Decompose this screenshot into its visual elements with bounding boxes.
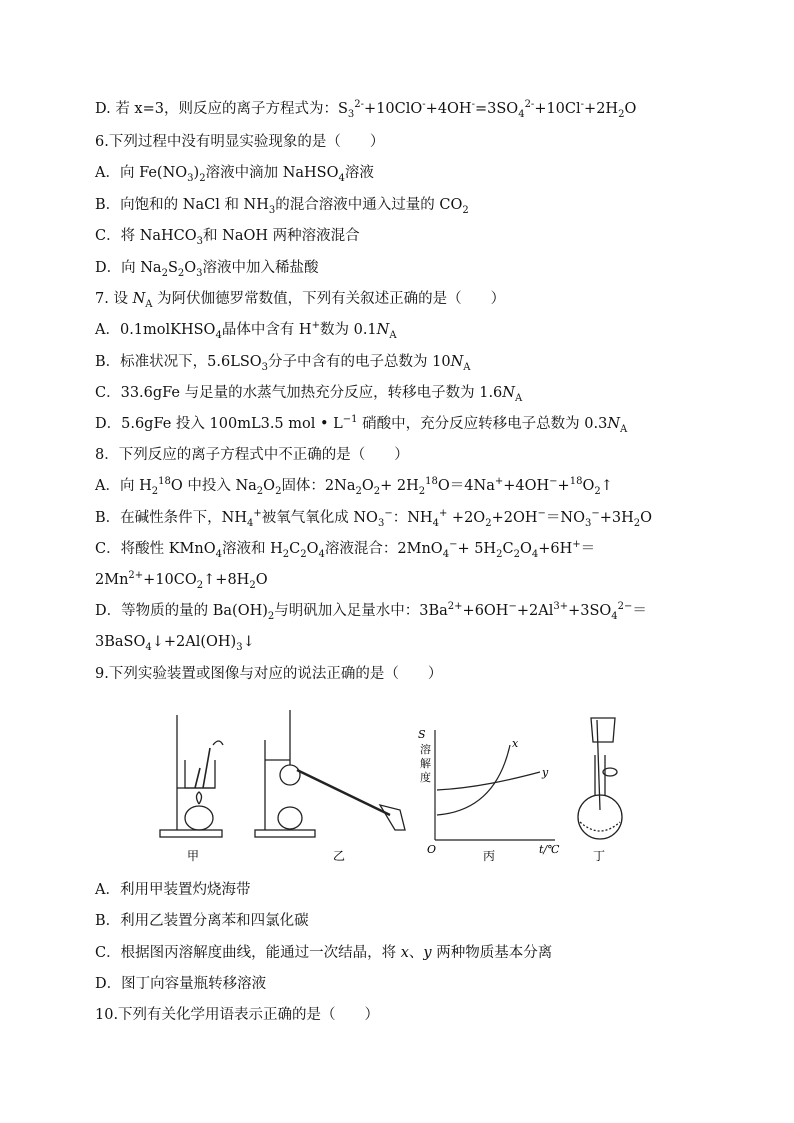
q7-option-a: A．0.1molKHSO$_4$晶体中含有 H+数为 $0.1N_A$: [95, 320, 397, 341]
jia-stand-base: [160, 830, 222, 837]
q8-option-c-line1: C．将酸性 KMnO$_4$溶液和 $H_2C_2O_4$溶液混合：$2MnO_4^-+ 5H_2C_2O_4+6H^+=$: [95, 539, 596, 560]
curve-y: [437, 772, 540, 790]
q8-option-d-line2: $3BaSO_4↓+2Al(OH)_3↓$: [95, 634, 255, 653]
q6-option-a: A．向 $Fe(NO_3)_2$溶液中滴加 NaHSO$_4$溶液: [95, 165, 374, 184]
ding-solution: [580, 822, 620, 831]
q5-option-d-text: D. 若 x=3，则反应的离子方程式为：$S_3^{2-}+10ClO^-+4OH^-=3SO_4^{2-}+10Cl^-+2H_2O$: [95, 99, 637, 120]
q9-apparatus-svg: [155, 700, 635, 870]
graph-xlabel: t/℃: [539, 843, 560, 856]
q8-option-a: A．向 $H_2^{18}O$ 中投入 $Na_2O_2$固体：$2Na_2O_2+$ $2H_2^{18}O=4Na^++4OH^-+^{18}O_2↑$: [95, 476, 613, 497]
q8-option-d-line1: D．等物质的量的 $Ba(OH)_2$与明矾加入足量水中：$3Ba^{2+}+6OH^-+2Al^{3+}+3SO_4^{2-}=$: [95, 601, 647, 622]
yi-stand-base: [255, 830, 315, 837]
q7-stem: 7. 设 $N_A$ 为阿伏伽德罗常数值，下列有关叙述正确的是（ ）: [95, 291, 506, 310]
q9-stem: 9.下列实验装置或图像与对应的说法正确的是（ ）: [95, 666, 443, 682]
graph-ylabel-3: 度: [420, 771, 431, 784]
q9-option-a: A．利用甲装置灼烧海带: [95, 882, 251, 898]
apparatus-ding: [578, 718, 622, 839]
q9-option-d: D．图丁向容量瓶转移溶液: [95, 976, 267, 992]
q9-figure: [155, 700, 635, 870]
jia-rod: [195, 748, 210, 788]
graph-ylabel-s: S: [418, 728, 426, 741]
q8-option-b: B．在碱性条件下，$NH_4^+$被氧气氧化成 $NO_3^-$：$NH_4^+ +2O_2+2OH^-=NO_3^-+3H_2O$: [95, 508, 653, 529]
yi-condenser: [297, 770, 390, 815]
jia-arrow: [213, 741, 223, 745]
q9-option-c: C．根据图丙溶解度曲线，能通过一次结晶，将 x、y 两种物质基本分离: [95, 945, 553, 961]
graph-bing: [435, 730, 555, 840]
figure-label-bing: 丙: [483, 849, 496, 863]
figure-label-yi: 乙: [333, 849, 346, 863]
q6-option-c: C．将 NaHCO$_3$和 NaOH 两种溶液混合: [95, 228, 360, 247]
q9-option-b: B．利用乙装置分离苯和四氯化碳: [95, 913, 309, 929]
graph-ylabel-2: 解: [420, 757, 431, 770]
jia-flame: [197, 792, 202, 804]
jia-beaker: [185, 760, 215, 788]
q7-option-c: C．33.6gFe 与足量的水蒸气加热充分反应，转移电子数为 $1.6N_A$: [95, 385, 523, 404]
apparatus-yi: [255, 710, 405, 837]
q6-option-d: D．向 $Na_2S_2O_3$溶液中加入稀盐酸: [95, 260, 319, 279]
ding-glass-rod: [597, 720, 600, 810]
graph-origin: O: [427, 843, 437, 856]
yi-flask: [280, 765, 300, 785]
figure-label-jia: 甲: [187, 849, 200, 863]
q7-option-b: B．标准状况下，$5.6LSO_3$分子中含有的电子总数为 $10N_A$: [95, 354, 471, 373]
curve-x-label: x: [512, 737, 519, 750]
graph-ylabel-1: 溶: [420, 743, 431, 756]
jia-lamp: [185, 806, 213, 830]
apparatus-jia: [160, 715, 223, 837]
q6-stem: 6.下列过程中没有明显实验现象的是（ ）: [95, 134, 385, 150]
q6-option-b: B．向饱和的 NaCl 和 $NH_3$的混合溶液中通入过量的 $CO_2$: [95, 197, 469, 216]
q5-option-d: [95, 99, 636, 119]
curve-x: [437, 745, 510, 815]
q8-option-c-line2: $2Mn^{2+}+10CO_2↑+8H_2O$: [95, 570, 268, 591]
curve-y-label: y: [542, 766, 549, 779]
q7-option-d: D．5.6gFe 投入 100mL3.5 mol • $L^{-1}$ 硝酸中，充分反应转移电子总数为 $0.3N_A$: [95, 414, 628, 435]
ding-beaker: [591, 718, 615, 742]
q8-stem: 8．下列反应的离子方程式中不正确的是（ ）: [95, 447, 409, 463]
yi-lamp: [278, 807, 302, 829]
yi-receiver: [380, 805, 405, 830]
q10-stem: 10.下列有关化学用语表示正确的是（ ）: [95, 1007, 380, 1023]
figure-label-ding: 丁: [593, 849, 606, 863]
